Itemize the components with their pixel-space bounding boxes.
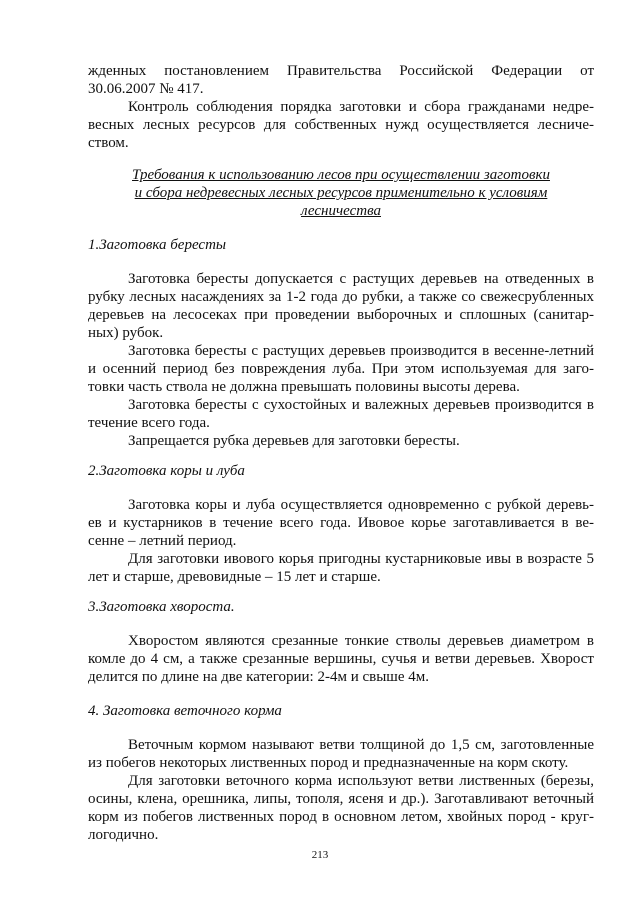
- text-line: Для заготовки ивового корья пригодны кустарниковые ивы в возрасте 5: [128, 551, 594, 567]
- section-title: [88, 166, 594, 220]
- paragraph: [88, 432, 594, 450]
- text-line: Заготовка бересты с растущих деревьев производится в весенне-летний: [128, 343, 594, 359]
- text-line: ством.: [88, 135, 129, 151]
- page-number: 213: [311, 849, 329, 861]
- text-line: из побегов некоторых лиственных пород и предназначенные на корм скоту.: [88, 755, 569, 771]
- text-line: 30.06.2007 № 417.: [88, 81, 204, 97]
- title-line: и сбора недревесных лесных ресурсов применительно к условиям: [134, 185, 548, 201]
- text-line: сенне – летний период.: [88, 533, 237, 549]
- text-line: комле до 4 см, а также срезанные вершины, сучья и ветви деревьев. Хворост: [88, 651, 594, 667]
- title-line: лесничества: [301, 203, 381, 219]
- intro-paragraph-2: [88, 98, 594, 152]
- text-line: весных лесных ресурсов для собственных нужд осуществляется лесниче-: [88, 117, 594, 133]
- text-line: логодично.: [88, 827, 159, 843]
- text-line: деревьев на лесосеках при проведении выборочных и сплошных (санитар-: [88, 307, 594, 323]
- text-line: Веточным кормом называют ветви толщиной до 1,5 см, заготовленные: [128, 737, 594, 753]
- section-heading-2: 2.Заготовка коры и луба: [88, 463, 245, 479]
- text-line: рубку лесных насаждениях за 1-2 года до рубки, а также со свежесрубленных: [88, 289, 594, 305]
- section-heading-4: 4. Заготовка веточного корма: [88, 703, 282, 719]
- text-line: корм из побегов лиственных пород в основном летом, хвойных пород - круг-: [88, 809, 594, 825]
- paragraph: [88, 396, 594, 432]
- text-line: и осенний период без повреждения луба. При этом используемая для заго-: [88, 361, 594, 377]
- text-line: Контроль соблюдения порядка заготовки и сбора гражданами недре-: [128, 99, 594, 115]
- text-line: Для заготовки веточного корма используют ветви лиственных (березы,: [128, 773, 594, 789]
- text-line: жденных постановлением Правительства Российской Федерации от: [88, 63, 594, 79]
- paragraph: [88, 632, 594, 686]
- text-line: осины, клена, орешника, липы, тополя, ясеня и др.). Заготавливают веточный: [88, 791, 594, 807]
- text-line: ных) рубок.: [88, 325, 164, 341]
- section-heading-1: 1.Заготовка бересты: [88, 237, 227, 253]
- text-line: Хворостом являются срезанные тонкие стволы деревьев диаметром в: [128, 633, 594, 649]
- text-line: течение всего года.: [88, 415, 210, 431]
- paragraph: [88, 496, 594, 550]
- text-line: Заготовка бересты допускается с растущих деревьев на отведенных в: [128, 271, 594, 287]
- section-heading-3: 3.Заготовка хвороста.: [88, 599, 235, 615]
- text-line: Запрещается рубка деревьев для заготовки бересты.: [128, 433, 460, 449]
- text-line: лет и старше, древовидные – 15 лет и старше.: [88, 569, 381, 585]
- text-line: товки часть ствола не должна превышать половины высоты дерева.: [88, 379, 520, 395]
- paragraph: [88, 342, 594, 396]
- text-line: ев и кустарников в течение всего года. Ивовое корье заготавливается в ве-: [88, 515, 594, 531]
- title-line: Требования к использованию лесов при осуществлении заготовки: [132, 167, 550, 183]
- intro-paragraph-1: [88, 62, 594, 98]
- paragraph: [88, 550, 594, 586]
- text-line: Заготовка коры и луба осуществляется одновременно с рубкой деревь-: [128, 497, 594, 513]
- paragraph: [88, 736, 594, 772]
- text-line: Заготовка бересты с сухостойных и валежных деревьев производится в: [128, 397, 594, 413]
- text-line: делится по длине на две категории: 2-4м и свыше 4м.: [88, 669, 430, 685]
- paragraph: [88, 270, 594, 342]
- paragraph: [88, 772, 594, 844]
